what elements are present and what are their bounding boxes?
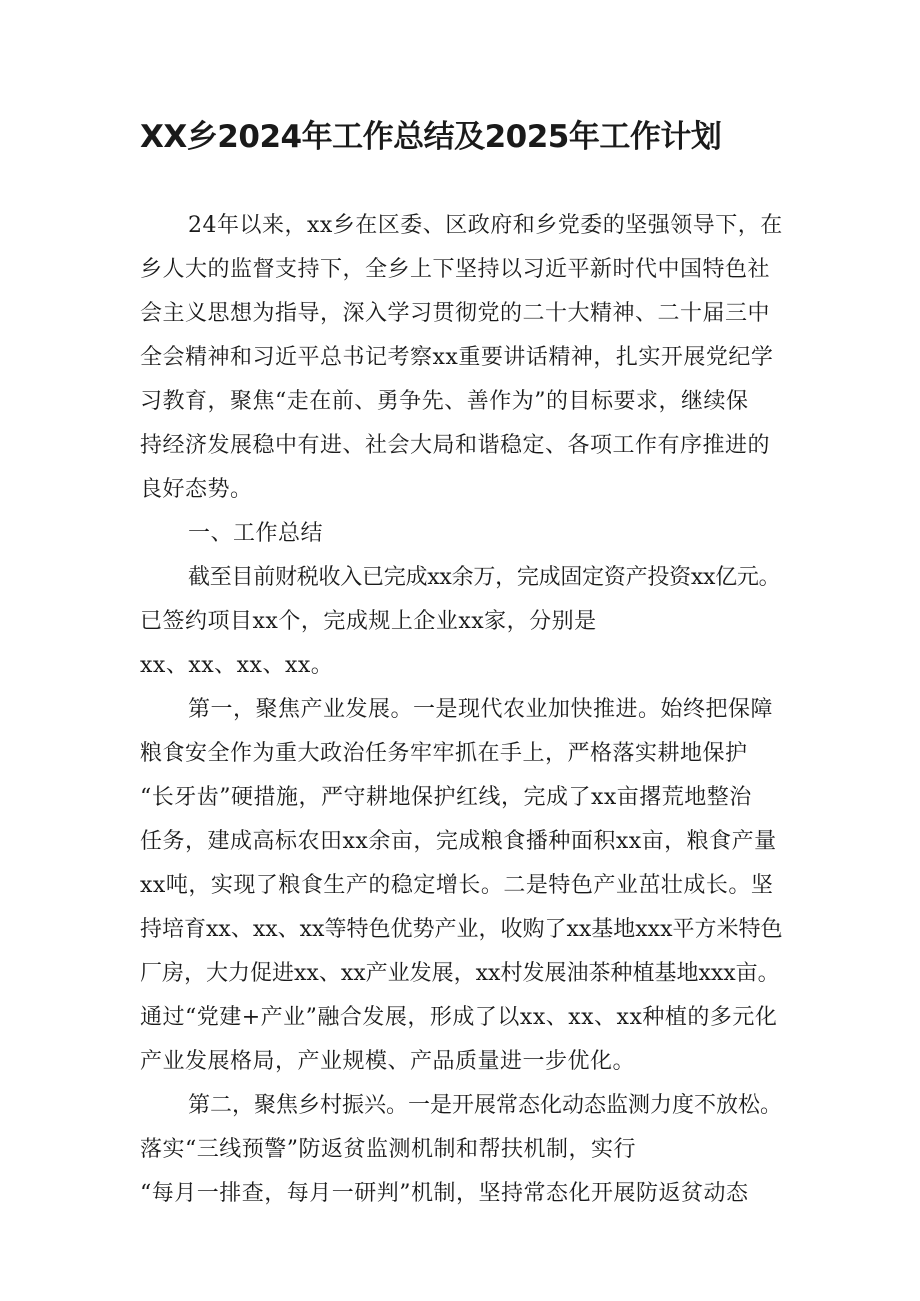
text-line: xx、xx、xx、xx。 xyxy=(140,653,334,678)
text-line: 落实“三线预警”防返贫监测机制和帮扶机制，实行 xyxy=(140,1137,636,1162)
text-line: 产业发展格局，产业规模、产品质量进一步优化。 xyxy=(140,1049,636,1074)
text-line: 粮食安全作为重大政治任务牢牢抓在手上，严格落实耕地保护 xyxy=(140,741,748,766)
text-line: xx吨，实现了粮食生产的稳定增长。二是特色产业茁壮成长。坚 xyxy=(140,873,774,898)
text-line: “长牙齿”硬措施，严守耕地保护红线，完成了xx亩撂荒地整治 xyxy=(140,785,752,810)
text-line: 通过“党建+产业”融合发展，形成了以xx、xx、xx种植的多元化 xyxy=(140,1005,778,1030)
text-line: 持经济发展稳中有进、社会大局和谐稳定、各项工作有序推进的 xyxy=(140,433,771,458)
text-line: 良好态势。 xyxy=(140,477,253,502)
text-line: 全会精神和习近平总书记考察xx重要讲话精神，扎实开展党纪学 xyxy=(140,345,774,370)
text-line: 乡人大的监督支持下，全乡上下坚持以习近平新时代中国特色社 xyxy=(140,257,771,282)
text-line: 第一，聚焦产业发展。一是现代农业加快推进。始终把保障 xyxy=(188,697,774,722)
text-line: 厂房，大力促进xx、xx产业发展，xx村发展油茶种植基地xxx亩。 xyxy=(140,961,780,986)
text-line: 会主义思想为指导，深入学习贯彻党的二十大精神、二十届三中 xyxy=(140,301,771,326)
text-line: 已签约项目xx个，完成规上企业xx家，分别是 xyxy=(140,609,597,634)
document-title: XX乡2024年工作总结及2025年工作计划 xyxy=(140,119,722,155)
text-line: 持培育xx、xx、xx等特色优势产业，收购了xx基地xxx平方米特色 xyxy=(140,917,783,942)
text-line: 习教育，聚焦“走在前、勇争先、善作为”的目标要求，继续保 xyxy=(140,389,749,414)
document-body xyxy=(140,204,785,1216)
text-line: 24年以来，xx乡在区委、区政府和乡党委的坚强领导下，在 xyxy=(188,213,783,238)
text-line: “每月一排查，每月一研判”机制，坚持常态化开展防返贫动态 xyxy=(140,1181,749,1206)
text-line: 第二，聚焦乡村振兴。一是开展常态化动态监测力度不放松。 xyxy=(188,1093,783,1118)
text-line: 截至目前财税收入已完成xx余万，完成固定资产投资xx亿元。 xyxy=(188,565,781,590)
text-line: 一、工作总结 xyxy=(188,521,324,546)
text-line: 任务，建成高标农田xx余亩，完成粮食播种面积xx亩，粮食产量 xyxy=(140,829,777,854)
